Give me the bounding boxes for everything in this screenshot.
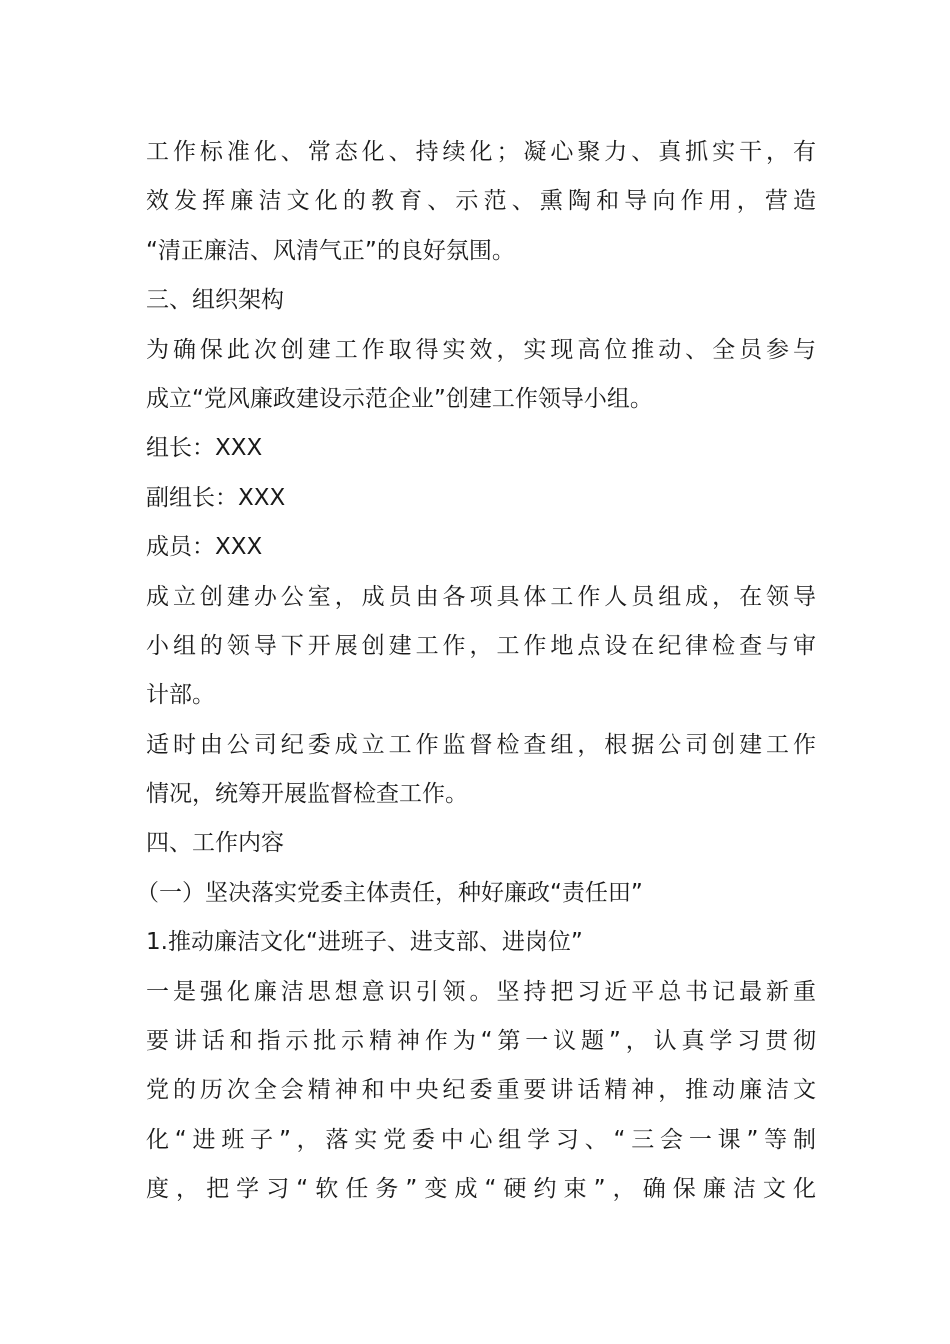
body-text-line: 工作标准化、常态化、持续化；凝心聚力、真抓实干，有 (146, 139, 816, 165)
item-heading: 1.推动廉洁文化“进班子、进支部、进岗位” (146, 929, 583, 956)
body-text-line: 成立创建办公室，成员由各项具体工作人员组成，在领导 (146, 583, 816, 610)
body-text-line: 情况，统筹开展监督检查工作。 (146, 781, 468, 808)
member-line-leader: 组长：XXX (146, 435, 263, 462)
body-text-line: 为确保此次创建工作取得实效，实现高位推动、全员参与 (146, 336, 816, 363)
document-body (136, 128, 816, 1215)
body-text-line: 适时由公司纪委成立工作监督检查组，根据公司创建工作 (146, 731, 816, 758)
body-text-line: “清正廉洁、风清气正”的良好氛围。 (146, 237, 515, 264)
section-heading: 三、组织架构 (146, 287, 284, 314)
subsection-heading: （一）坚决落实党委主体责任，种好廉政“责任田” (136, 879, 643, 906)
body-text-line: 化“进班子”，落实党委中心组学习、“三会一课”等制 (146, 1126, 816, 1153)
body-text-line: 计部。 (146, 682, 215, 709)
body-text-line: 要讲话和指示批示精神作为“第一议题”，认真学习贯彻 (146, 1028, 816, 1055)
body-text-line: 成立“党风廉政建设示范企业”创建工作领导小组。 (146, 385, 653, 412)
body-text-line: 度，把学习“软任务”变成“硬约束”，确保廉洁文化 (146, 1176, 816, 1203)
body-text-line: 效发挥廉洁文化的教育、示范、熏陶和导向作用，营造 (146, 188, 816, 215)
body-text-line: 一是强化廉洁思想意识引领。坚持把习近平总书记最新重 (146, 978, 816, 1005)
member-line-deputy: 副组长：XXX (146, 484, 286, 511)
member-line-members: 成员：XXX (146, 534, 263, 561)
section-heading: 四、工作内容 (146, 830, 284, 857)
body-text-line: 党的历次全会精神和中央纪委重要讲话精神，推动廉洁文 (146, 1077, 816, 1104)
body-text-line: 小组的领导下开展创建工作，工作地点设在纪律检查与审 (146, 632, 816, 659)
